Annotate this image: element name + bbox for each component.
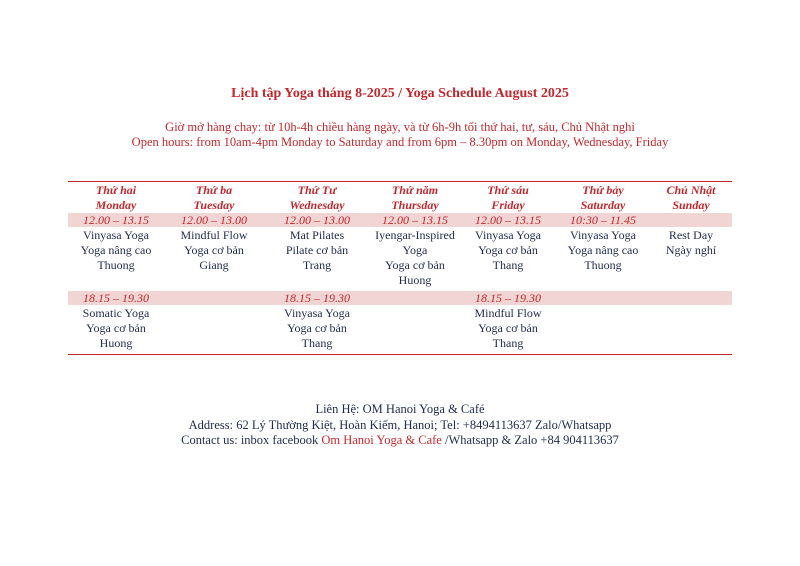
facebook-link[interactable]: Om Hanoi Yoga & Cafe: [321, 433, 442, 447]
morning-class-row: [68, 227, 732, 291]
time-cell: [556, 291, 650, 305]
time-cell: 12.00 – 13.00: [264, 213, 370, 227]
class-cell: Mindful Flow Yoga cơ bản Thang: [474, 306, 542, 350]
time-cell: [650, 213, 732, 227]
class-cell: Rest Day Ngày nghỉ: [665, 228, 717, 257]
day-header-monday: Thứ hai Monday: [95, 183, 137, 212]
time-cell: [370, 291, 460, 305]
address-line: Address: 62 Lý Thường Kiệt, Hoàn Kiếm, Hanoi; Tel: +8494113637 Zalo/Whatsapp: [188, 418, 612, 432]
class-cell: Iyengar-Inspired Yoga Yoga cơ bản Huong: [375, 228, 455, 287]
day-header-wednesday: Thứ Tư Wednesday: [289, 183, 345, 212]
class-cell: Vinyasa Yoga Yoga nâng cao Thuong: [567, 228, 639, 272]
class-cell: Vinyasa Yoga Yoga cơ bản Thang: [475, 228, 541, 272]
class-cell: Mat Pilates Pilate cơ bản Trang: [285, 228, 349, 272]
open-hours-vietnamese: Giờ mở hàng chay: từ 10h-4h chiều hàng ngày, và từ 6h-9h tối thứ hai, tư, sáu, Chủ Nhật nghỉ: [165, 120, 635, 134]
schedule-table: [68, 181, 732, 355]
class-cell: Vinyasa Yoga Yoga nâng cao Thuong: [80, 228, 152, 272]
time-cell: 12.00 – 13.15: [68, 213, 164, 227]
contact-suffix: /Whatsapp & Zalo +84 904113637: [441, 433, 619, 447]
class-cell: Vinyasa Yoga Yoga cơ bản Thang: [284, 306, 350, 350]
page-title: Lịch tập Yoga tháng 8-2025 / Yoga Schedule August 2025: [231, 86, 569, 101]
class-cell: [164, 305, 264, 355]
day-header-saturday: Thứ bảy Saturday: [580, 183, 626, 212]
evening-time-row: [68, 291, 732, 305]
class-cell: [650, 305, 732, 355]
contact-line: [0, 433, 800, 448]
time-cell: 12.00 – 13.00: [164, 213, 264, 227]
time-cell: 12.00 – 13.15: [370, 213, 460, 227]
day-header-sunday: Chủ Nhật Sunday: [666, 183, 716, 212]
contact-prefix: Contact us: inbox facebook: [181, 433, 322, 447]
contact-title: Liên Hệ: OM Hanoi Yoga & Café: [315, 402, 485, 416]
class-cell: Mindful Flow Yoga cơ bản Giang: [180, 228, 248, 272]
day-header-friday: Thứ sáu Friday: [487, 183, 529, 212]
class-cell: Somatic Yoga Yoga cơ bản Huong: [82, 306, 150, 350]
time-cell: 18.15 – 19.30: [68, 291, 164, 305]
time-cell: 18.15 – 19.30: [460, 291, 556, 305]
time-cell: 18.15 – 19.30: [264, 291, 370, 305]
morning-time-row: [68, 213, 732, 227]
day-header-row: [68, 182, 732, 214]
open-hours-english: Open hours: from 10am-4pm Monday to Saturday and from 6pm – 8.30pm on Monday, Wednesday, Friday: [131, 135, 669, 149]
time-cell: [650, 291, 732, 305]
time-cell: [164, 291, 264, 305]
time-cell: 12.00 – 13.15: [460, 213, 556, 227]
time-cell: 10:30 – 11.45: [556, 213, 650, 227]
evening-class-row: [68, 305, 732, 355]
class-cell: [556, 305, 650, 355]
day-header-thursday: Thứ năm Thursday: [391, 183, 439, 212]
day-header-tuesday: Thứ ba Tuesday: [193, 183, 235, 212]
class-cell: [370, 305, 460, 355]
